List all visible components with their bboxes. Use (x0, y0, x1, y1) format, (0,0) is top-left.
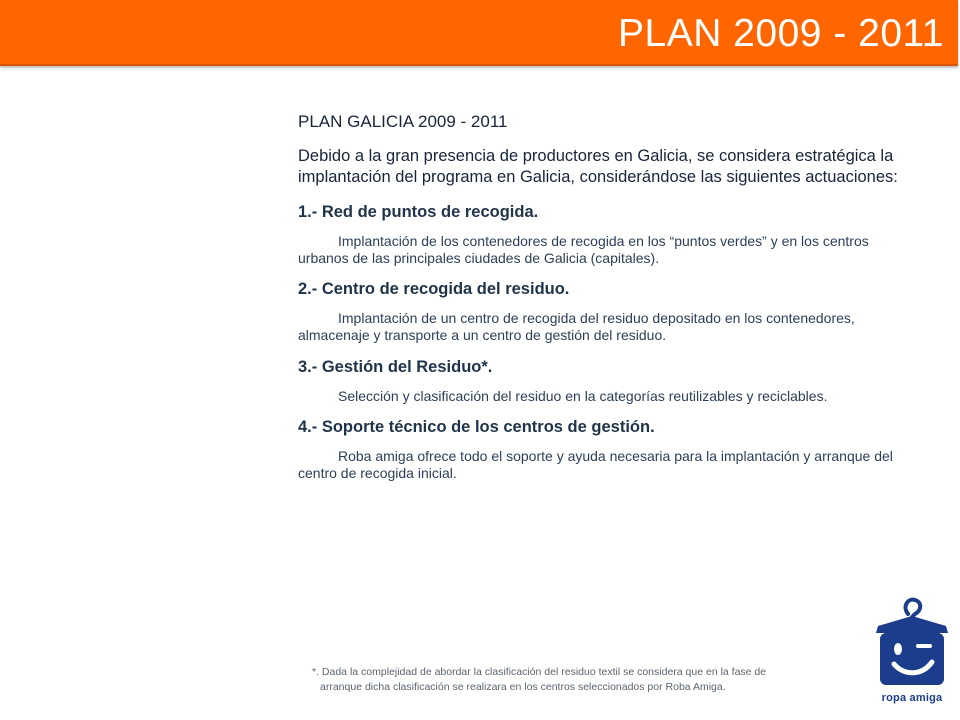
banner-title: PLAN 2009 - 2011 (618, 12, 944, 55)
section-title: 3.- Gestión del Residuo*. (298, 357, 493, 376)
section-body: Implantación de un centro de recogida del residuo depositado en los contenedores, almacenaje y transporte a un centro de gestión del residuo. (298, 310, 855, 343)
section-title: 4.- Soporte técnico de los centros de gestión. (298, 418, 655, 437)
footnote-line-1: *. Dada la complejidad de abordar la clasificación del residuo textil se considera que en la fase de (312, 666, 767, 678)
logo-caption: ropa amiga (881, 692, 943, 704)
footnote (312, 665, 852, 695)
footnote-line-2: arranque dicha clasificación se realizara en los centros seleccionados por Roba Amiga. (320, 681, 726, 694)
document-heading: PLAN GALICIA 2009 - 2011 (298, 112, 508, 131)
section-3 (298, 358, 910, 405)
intro-paragraph: Debido a la gran presencia de productores en Galicia, se considera estratégica la implantación del programa en Galicia, considerándose las siguientes actuaciones: (298, 147, 898, 186)
section-title: 1.- Red de puntos de recogida. (298, 202, 539, 221)
title-banner (0, 0, 958, 66)
section-body: Implantación de los contenedores de recogida en los “puntos verdes” y en los centros urbanos de las principales ciudades de Galicia (capitales). (298, 232, 869, 266)
section-title: 2.- Centro de recogida del residuo. (298, 280, 570, 299)
section-body: Roba amiga ofrece todo el soporte y ayuda necesaria para la implantación y arranque del centro de recogida inicial. (298, 448, 893, 481)
section-2 (298, 280, 910, 343)
section-1 (298, 203, 910, 266)
section-4 (298, 418, 910, 481)
document-content (298, 112, 910, 496)
section-body: Selección y clasificación del residuo en la categorías reutilizables y reciclables. (338, 387, 828, 404)
